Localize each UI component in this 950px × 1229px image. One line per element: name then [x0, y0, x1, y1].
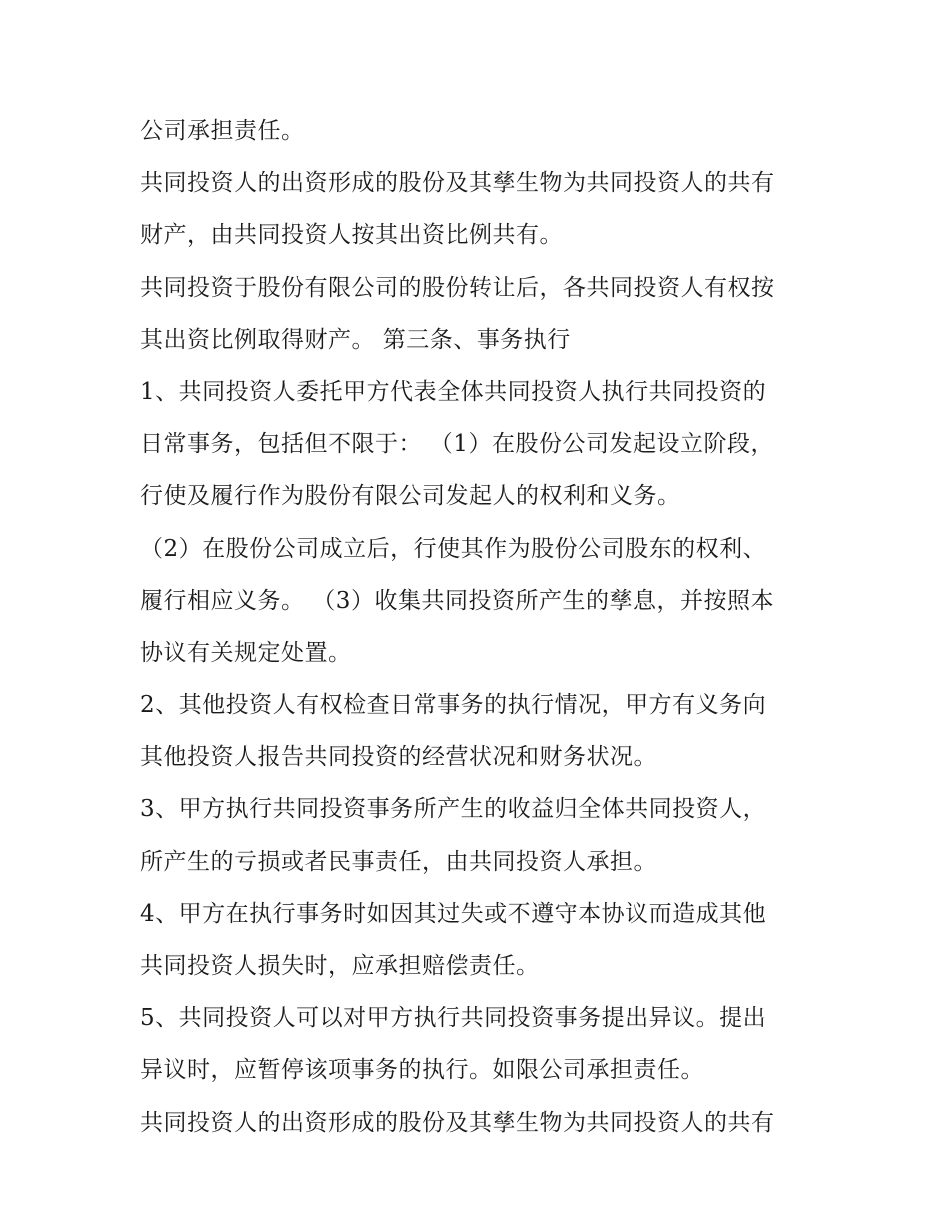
text-line: 3、甲方执行共同投资事务所产生的收益归全体共同投资人，	[140, 796, 767, 823]
text-line: 其出资比例取得财产。 第三条、事务执行	[140, 326, 571, 353]
text-line: 其他投资人报告共同投资的经营状况和财务状况。	[140, 744, 657, 771]
text-line: 异议时，应暂停该项事务的执行。如限公司承担责任。	[140, 1057, 704, 1084]
text-line: 日常事务，包括但不限于： （1）在股份公司发起设立阶段，	[140, 431, 774, 458]
text-line: 1、共同投资人委托甲方代表全体共同投资人执行共同投资的	[140, 378, 767, 405]
text-line: （2）在股份公司成立后，行使其作为股份公司股东的权利、	[140, 535, 767, 562]
text-line: 5、共同投资人可以对甲方执行共同投资事务提出异议。提出	[140, 1005, 767, 1032]
text-line: 协议有关规定处置。	[140, 639, 352, 666]
text-line: 财产，由共同投资人按其出资比例共有。	[140, 222, 563, 249]
text-line: 共同投资于股份有限公司的股份转让后，各共同投资人有权按	[140, 274, 775, 301]
text-line: 行使及履行作为股份有限公司发起人的权利和义务。	[140, 483, 681, 510]
text-line: 公司承担责任。	[140, 118, 305, 144]
text-line: 所产生的亏损或者民事责任，由共同投资人承担。	[140, 848, 657, 875]
text-line: 共同投资人的出资形成的股份及其孳生物为共同投资人的共有	[140, 170, 775, 197]
text-line: 共同投资人的出资形成的股份及其孳生物为共同投资人的共有	[140, 1109, 775, 1136]
text-line: 4、甲方在执行事务时如因其过失或不遵守本协议而造成其他	[140, 900, 767, 927]
text-line: 共同投资人损失时，应承担赔偿责任。	[140, 953, 540, 979]
text-line: 履行相应义务。 （3）收集共同投资所产生的孳息，并按照本	[140, 587, 774, 614]
document-body	[140, 105, 840, 1149]
text-line: 2、其他投资人有权检查日常事务的执行情况，甲方有义务向	[140, 692, 767, 719]
